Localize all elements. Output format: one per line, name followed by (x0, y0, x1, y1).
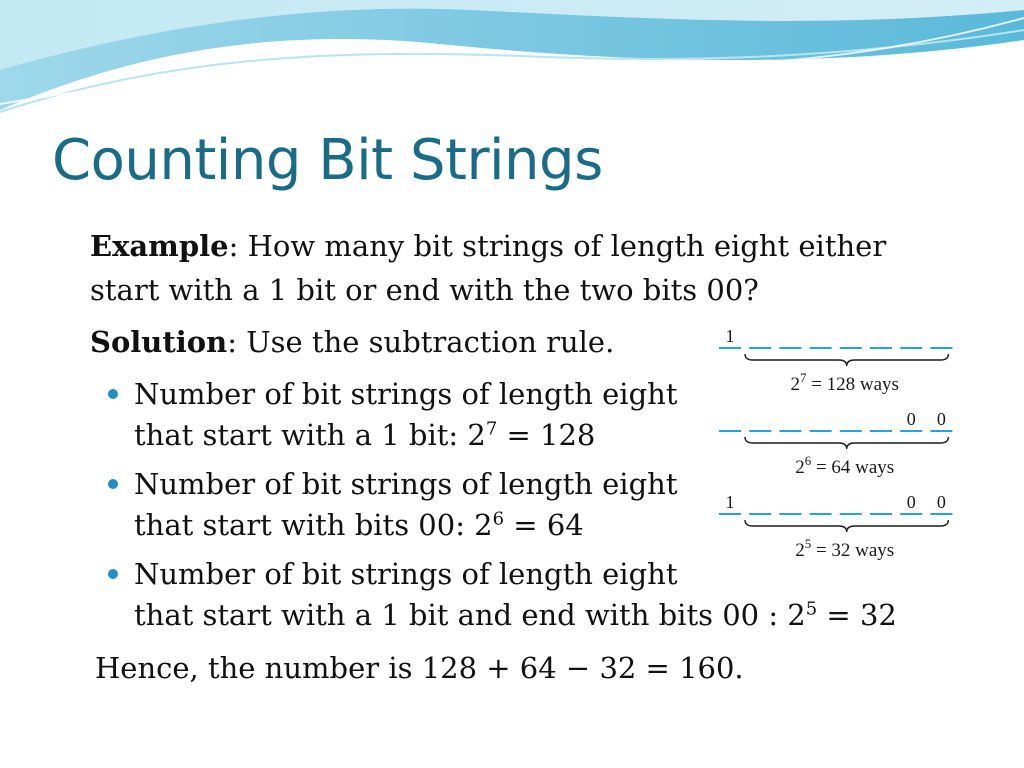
example-label: Example (90, 229, 229, 263)
example-text: : How many bit strings of length eight either (228, 229, 887, 263)
bit-digit: 0 (936, 492, 946, 512)
bullet-1-text: that start with a 1 bit: 2 (134, 418, 486, 452)
bullet-3-line-1: Number of bit strings of length eight (134, 557, 678, 591)
bullet-3-text: that start with a 1 bit and end with bits 00 : 2 (134, 598, 806, 632)
bullet-1-line-2 (134, 413, 595, 457)
bit-string-diagram-svg (715, 322, 959, 572)
ways-label: $2^7 = 128$ ways (790, 370, 899, 395)
brace (745, 437, 948, 449)
bullet-dot (108, 479, 118, 489)
solution-text: : Use the subtraction rule. (227, 325, 615, 359)
solution-label: Solution (90, 325, 228, 359)
bit-digit: 0 (906, 409, 916, 429)
ways-label: $2^6 = 64$ ways (795, 453, 895, 478)
brace (745, 354, 948, 366)
brace (745, 520, 948, 532)
bullet-2-result: = 64 (504, 508, 584, 542)
conclusion: Hence, the number is 128 + 64 − 32 = 160. (95, 651, 744, 685)
bullet-2-text: that start with bits 00: 2 (134, 508, 493, 542)
bullet-1-result: = 128 (497, 418, 596, 452)
bit-string-diagram (715, 322, 959, 572)
bullet-2-line-2 (134, 503, 584, 547)
bit-digit: 1 (725, 492, 735, 512)
slide-title: Counting Bit Strings (52, 128, 603, 193)
example-line-1 (90, 224, 886, 268)
bullet-3-line-2 (134, 593, 897, 637)
solution-line (90, 320, 614, 364)
bullet-dot (108, 389, 118, 399)
header-wave-decoration (0, 0, 1024, 120)
bullet-3-result: = 32 (817, 598, 897, 632)
example-line-2: start with a 1 bit or end with the two bits 00? (90, 273, 759, 307)
bullet-2-line-1: Number of bit strings of length eight (134, 467, 678, 501)
ways-label: $2^5 = 32$ ways (795, 536, 895, 561)
bullet-1-line-1: Number of bit strings of length eight (134, 377, 678, 411)
bullet-dot (108, 569, 118, 579)
bullet-3-exponent: 5 (805, 598, 818, 620)
bit-digit: 1 (725, 326, 735, 346)
bullet-1-exponent: 7 (485, 418, 498, 440)
bit-digit: 0 (936, 409, 946, 429)
bit-digit: 0 (906, 492, 916, 512)
bullet-2-exponent: 6 (492, 508, 505, 530)
